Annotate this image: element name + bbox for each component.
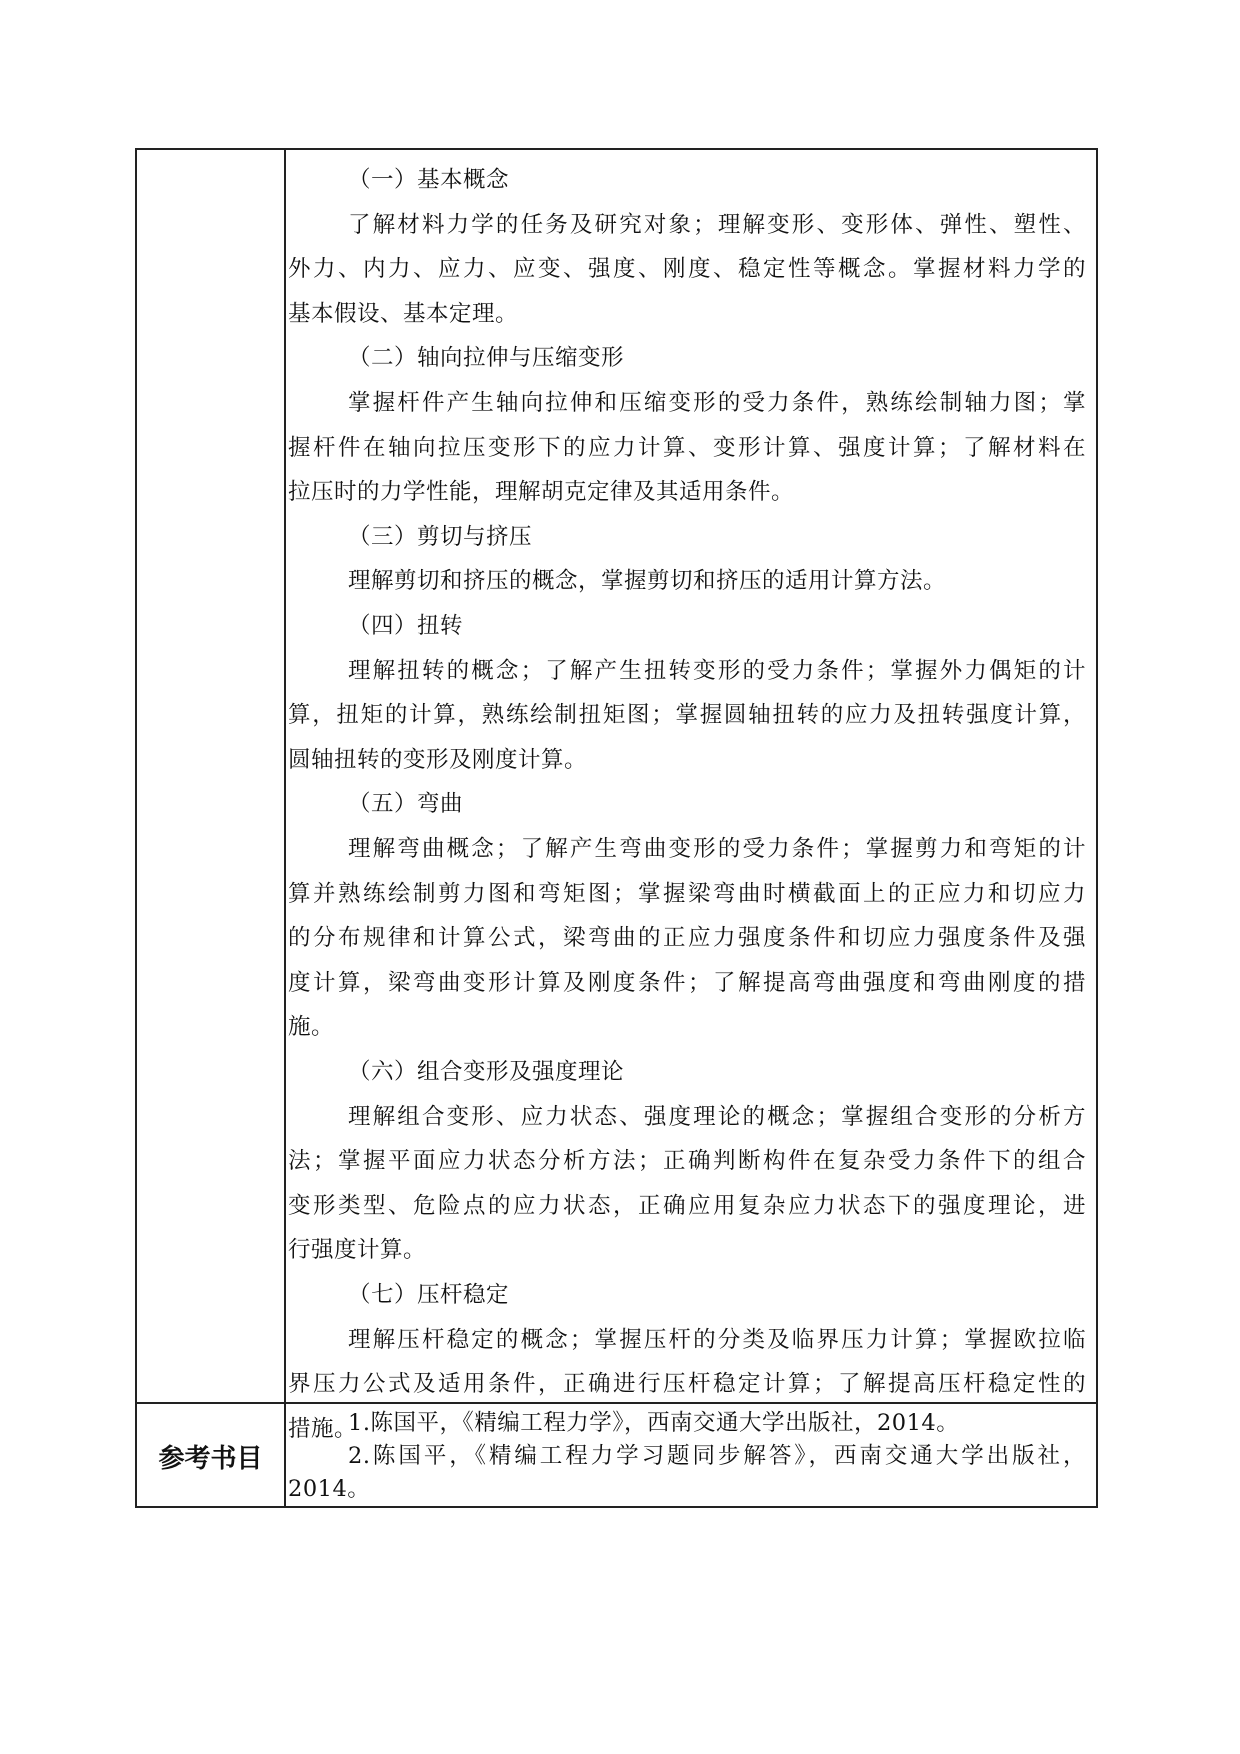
paragraph-line: 理解组合变形、应力状态、强度理论的概念；掌握组合变形的分析方 <box>348 1103 1086 1130</box>
paragraph-line: 施。 <box>288 1014 335 1041</box>
column-divider <box>284 150 286 1506</box>
paragraph-line: 理解弯曲概念；了解产生弯曲变形的受力条件；掌握剪力和弯矩的计 <box>348 836 1086 862</box>
paragraph-line: 掌握杆件产生轴向拉伸和压缩变形的受力条件，熟练绘制轴力图；掌 <box>348 390 1086 416</box>
section-heading: （一）基本概念 <box>348 167 510 193</box>
paragraph-line: 外力、内力、应力、应变、强度、刚度、稳定性等概念。掌握材料力学的 <box>288 256 1086 283</box>
paragraph-line: 法；掌握平面应力状态分析方法；正确判断构件在复杂受力条件下的组合 <box>288 1148 1086 1175</box>
paragraph-line: 行强度计算。 <box>288 1237 427 1264</box>
paragraph-line: 变形类型、危险点的应力状态，正确应用复杂应力状态下的强度理论，进 <box>288 1192 1086 1219</box>
reference-line: 1.陈国平，《精编工程力学》，西南交通大学出版社，2014。 <box>348 1410 960 1436</box>
references-label: 参考书目 <box>158 1443 263 1474</box>
paragraph-line: 措施。 <box>288 1415 358 1442</box>
reference-line: 2.陈国平，《精编工程力学习题同步解答》，西南交通大学出版社， <box>348 1443 1086 1469</box>
syllabus-table <box>135 148 1098 1508</box>
paragraph-line: 算并熟练绘制剪力图和弯矩图；掌握梁弯曲时横截面上的正应力和切应力 <box>288 880 1086 907</box>
paragraph-line: 的分布规律和计算公式，梁弯曲的正应力强度条件和切应力强度条件及强 <box>288 925 1086 952</box>
paragraph-line: 界压力公式及适用条件，正确进行压杆稳定计算；了解提高压杆稳定性的 <box>288 1371 1086 1398</box>
paragraph-line: 度计算，梁弯曲变形计算及刚度条件；了解提高弯曲强度和弯曲刚度的措 <box>288 969 1086 996</box>
section-heading: （五）弯曲 <box>348 791 464 818</box>
section-heading: （六）组合变形及强度理论 <box>348 1059 625 1085</box>
section-heading: （三）剪切与挤压 <box>348 523 533 550</box>
paragraph-line: 圆轴扭转的变形及刚度计算。 <box>288 746 588 773</box>
section-heading: （七）压杆稳定 <box>348 1282 510 1308</box>
paragraph-line: 基本假设、基本定理。 <box>288 300 519 327</box>
paragraph-line: 了解材料力学的任务及研究对象；理解变形、变形体、弹性、塑性、 <box>348 211 1086 238</box>
reference-line: 2014。 <box>288 1476 371 1502</box>
paragraph-line: 拉压时的力学性能，理解胡克定律及其适用条件。 <box>288 479 795 506</box>
paragraph-line: 握杆件在轴向拉压变形下的应力计算、变形计算、强度计算；了解材料在 <box>288 434 1086 461</box>
section-heading: （二）轴向拉伸与压缩变形 <box>348 345 625 372</box>
paragraph-line: 理解压杆稳定的概念；掌握压杆的分类及临界压力计算；掌握欧拉临 <box>348 1326 1086 1353</box>
paragraph-line: 算，扭矩的计算，熟练绘制扭矩图；掌握圆轴扭转的应力及扭转强度计算， <box>288 702 1086 729</box>
paragraph-line: 理解剪切和挤压的概念，掌握剪切和挤压的适用计算方法。 <box>348 568 947 595</box>
section-heading: （四）扭转 <box>348 613 464 639</box>
paragraph-line: 理解扭转的概念；了解产生扭转变形的受力条件；掌握外力偶矩的计 <box>348 657 1086 684</box>
